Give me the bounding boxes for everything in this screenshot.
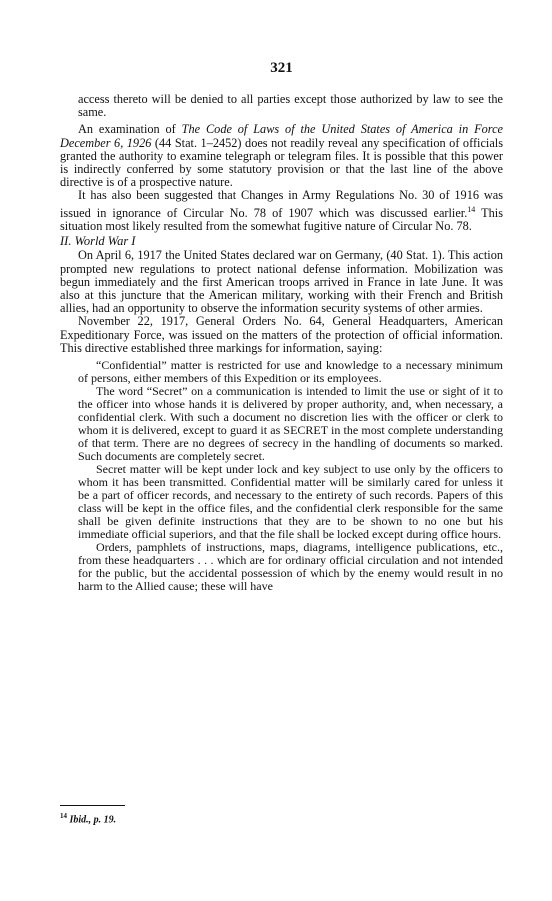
paragraph-continuation: access thereto will be denied to all parties except those authorized by law to see the same.: [78, 92, 503, 120]
footnote: [60, 812, 116, 825]
footnote-divider: [60, 805, 125, 806]
quote-paragraph-secret-matter: Secret matter will be kept under lock and key subject to use only by the officers to whom it has been transmitted. Confidential matter will be similarly cared for unless it be a part of officer records, and necessary to the entirety of such records. Papers of this class will be kept in the office files, and the confidential clerk responsible for the same shall be given definite instructions that they are to be shown to no one but his immediate official superiors, and that the file shall be locked except during office hours.: [78, 461, 503, 541]
quote-paragraph-orders: Orders, pamphlets of instructions, maps, diagrams, intelligence publications, etc., from these headquarters . . . which are for ordinary official circulation and not intended for the public, but the accidental possession of which by the enemy would result in no harm to the Allied cause; these will have: [78, 539, 503, 593]
paragraph-code-of-laws: [60, 123, 503, 189]
paragraph-text: This situation most likely resulted from the somewhat fugitive nature of Circular No. 78.: [60, 205, 503, 233]
paragraph-text: It has also been suggested that Changes in Army Regulations No. 30 of 1916 was issued in ignorance of Circular No. 78 of 1907 which was discussed earlier.: [60, 188, 503, 220]
paragraph-text: (44 Stat. 1–2452) does not readily reveal any specification of officials granted the authority to examine telegraph or telegram files. It is possible that this power is indirectly conferred by some statutory provision or that the last line of the above directive is of a prospective nature.: [60, 135, 503, 190]
section-heading: II. World War I: [60, 234, 136, 249]
page-number: 321: [270, 60, 293, 76]
body-text: [60, 93, 503, 593]
paragraph-general-orders: November 22, 1917, General Orders No. 64, General Headquarters, American Expeditionary Force, was issued on the matters of the protection of official information. This directive established three markings for information, saying:: [60, 314, 503, 355]
book-title: The Code of Laws of the United States of America in Force December 6, 1926: [60, 122, 503, 150]
block-quote: [60, 359, 503, 593]
quote-paragraph-confidential: “Confidential” matter is restricted for use and knowledge to a necessary minimum of persons, either members of this Expedition or its employees.: [78, 357, 503, 385]
footnote-marker: 14: [467, 204, 476, 214]
paragraph-army-regulations: [60, 189, 503, 233]
paragraph-text: An examination of: [78, 122, 182, 137]
footnote-text: Ibid., p. 19.: [69, 814, 117, 826]
quote-paragraph-secret: The word “Secret” on a communication is intended to limit the use or sight of it to the officer into whose hands it is delivered by proper authority, and, when necessary, a confidential clerk. With such a document no discretion lies with the officer or clerk to whom it is delivered, except to guard it as SECRET in the most complete understanding of that term. There are no degrees of secrecy in the handling of documents so marked. Such documents are completely secret.: [78, 383, 503, 463]
paragraph-world-war: On April 6, 1917 the United States declared war on Germany, (40 Stat. 1). This action prompted new regulations to protect national defense information. Mobilization was begun immediately and the first American troops arrived in France in late June. It was also at this juncture that the American military, working with their French and British allies, had an opportunity to observe the information security systems of other armies.: [60, 248, 503, 316]
footnote-number: 14: [60, 812, 67, 820]
document-page: [60, 0, 503, 901]
